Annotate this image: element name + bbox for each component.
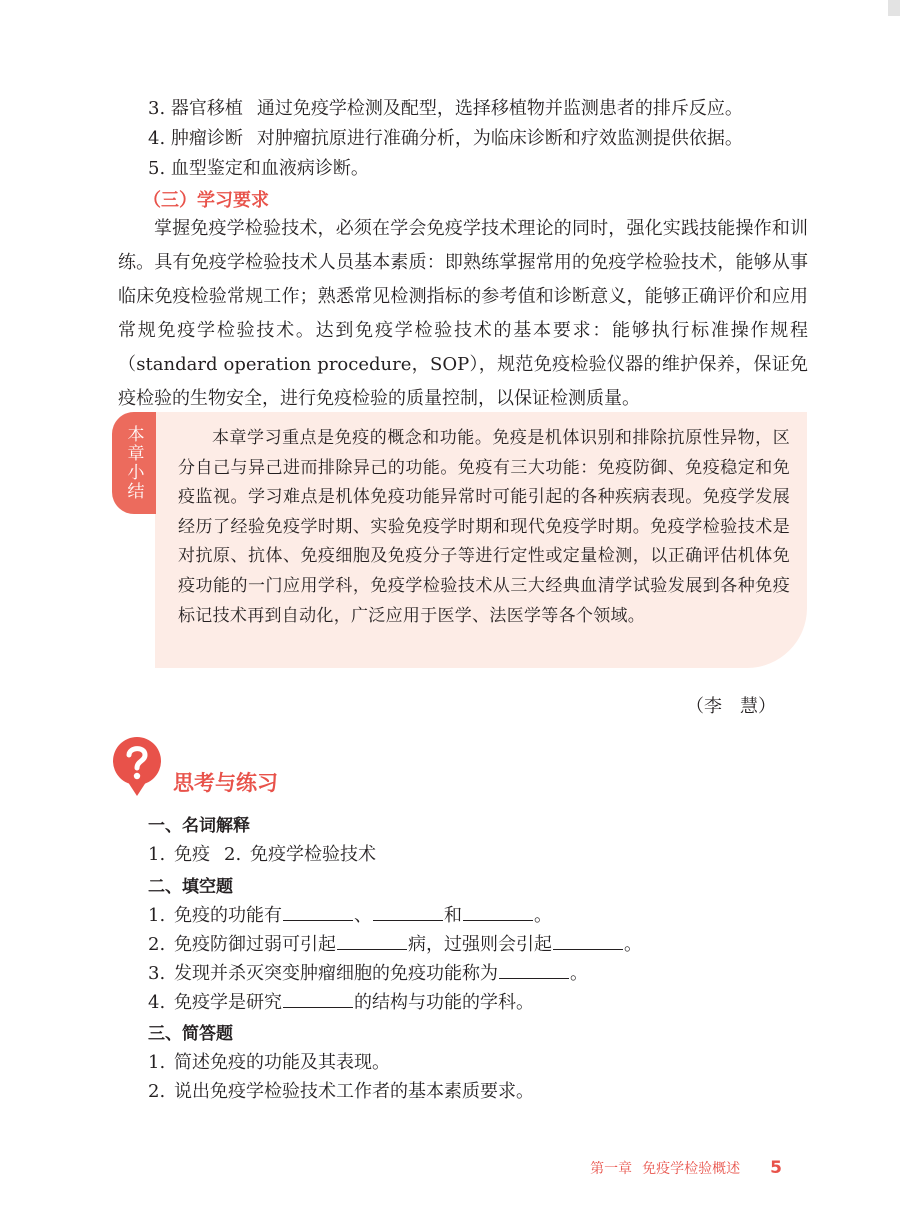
exercise-title: 思考与练习 — [173, 771, 278, 795]
exercise-section-heading: 三、简答题 — [148, 1024, 233, 1044]
item-number: 1. — [148, 1052, 166, 1073]
list-item — [148, 126, 743, 152]
page-footer — [590, 1158, 782, 1178]
answer-blank[interactable] — [337, 933, 407, 950]
answer-blank[interactable] — [373, 904, 443, 921]
list-item — [148, 1048, 390, 1074]
list-item — [148, 1077, 534, 1103]
item-number: 1. — [148, 844, 166, 865]
answer-blank[interactable] — [283, 991, 353, 1008]
exercise-section-heading: 一、名词解释 — [148, 816, 250, 836]
item-text: 免疫的功能有 — [174, 905, 282, 926]
item-text: 对肿瘤抗原进行准确分析，为临床诊断和疗效监测提供依据。 — [256, 128, 743, 149]
summary-tab-label: 本章小结 — [123, 425, 144, 501]
list-item — [148, 840, 376, 866]
item-head: 肿瘤诊断 — [170, 128, 243, 149]
list-item — [148, 901, 552, 927]
item-text: 。 — [534, 905, 552, 926]
item-text: 说出免疫学检验技术工作者的基本素质要求。 — [174, 1081, 534, 1102]
footer-chapter-name: 免疫学检验概述 — [642, 1161, 741, 1177]
item-number: 3. — [148, 98, 166, 119]
item-text: 简述免疫的功能及其表现。 — [174, 1052, 390, 1073]
item-number: 1. — [148, 905, 166, 926]
item-text: 免疫学是研究 — [174, 992, 282, 1013]
summary-text: 本章学习重点是免疫的概念和功能。免疫是机体识别和排除抗原性异物，区分自己与异己进而排除异己的功能。免疫有三大功能：免疫防御、免疫稳定和免疫监视。学习难点是机体免疫功能异常时可能引起的各种疾病表现。免疫学发展经历了经验免疫学时期、实验免疫学时期和现代免疫学时期。免疫学检验技术是对抗原、抗体、免疫细胞及免疫分子等进行定性或定量检测，以正确评估机体免疫功能的一门应用学科，免疫学检验技术从三大经典血清学试验发展到各种免疫标记技术再到自动化，广泛应用于医学、法医学等各个领域。 — [178, 428, 790, 626]
item-text: 、 — [354, 905, 372, 926]
exercise-section-heading: 二、填空题 — [148, 877, 233, 897]
footer-chapter: 第一章 — [590, 1161, 633, 1177]
term: 免疫 — [174, 844, 210, 865]
item-text: 发现并杀灭突变肿瘤细胞的免疫功能称为 — [174, 963, 498, 984]
item-number: 4. — [148, 992, 166, 1013]
item-number: 2. — [148, 1081, 166, 1102]
corner-mark — [888, 0, 900, 16]
list-item — [148, 930, 642, 956]
item-text: 的结构与功能的学科。 — [354, 992, 534, 1013]
item-number: 4. — [148, 128, 166, 149]
item-text: 免疫防御过弱可引起 — [174, 934, 336, 955]
item-number: 5. — [148, 158, 166, 179]
answer-blank[interactable] — [283, 904, 353, 921]
list-item — [148, 156, 369, 182]
answer-blank[interactable] — [463, 904, 533, 921]
list-item — [148, 988, 534, 1014]
section-paragraph: 掌握免疫学检验技术，必须在学会免疫学技术理论的同时，强化实践技能操作和训练。具有免疫学检验技术人员基本素质：即熟练掌握常用的免疫学检验技术，能够从事临床免疫检验常规工作；熟悉常见检测指标的参考值和诊断意义，能够正确评价和应用常规免疫学检验技术。达到免疫学检验技术的基本要求：能够执行标准操作规程（standard operation procedure，SOP），规范免疫检验仪器的维护保养，保证免疫检验的生物安全，进行免疫检验的质量控制，以保证检测质量。 — [118, 218, 808, 409]
answer-blank[interactable] — [499, 962, 569, 979]
item-text: 病，过强则会引起 — [408, 934, 552, 955]
question-icon — [112, 736, 162, 800]
list-item — [148, 959, 588, 985]
author: （李 慧） — [686, 696, 776, 717]
item-text: 。 — [570, 963, 588, 984]
term: 免疫学检验技术 — [250, 844, 376, 865]
item-number: 3. — [148, 963, 166, 984]
page-number: 5 — [770, 1158, 782, 1178]
item-text: 通过免疫学检测及配型，选择移植物并监测患者的排斥反应。 — [256, 98, 743, 119]
list-item — [148, 96, 743, 122]
item-text: 和 — [444, 905, 462, 926]
item-head: 器官移植 — [170, 98, 243, 119]
section-heading: （三）学习要求 — [143, 190, 269, 211]
answer-blank[interactable] — [553, 933, 623, 950]
item-text: 。 — [624, 934, 642, 955]
item-number: 2. — [224, 844, 242, 865]
summary-tab — [112, 412, 156, 514]
item-head: 血型鉴定和血液病诊断。 — [170, 158, 369, 179]
item-number: 2. — [148, 934, 166, 955]
